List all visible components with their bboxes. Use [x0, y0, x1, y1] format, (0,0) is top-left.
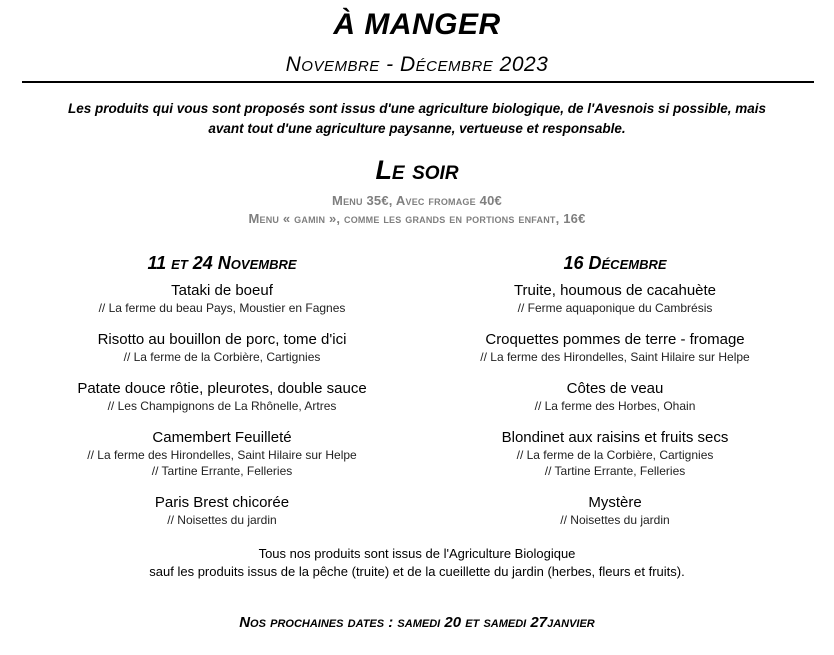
- organic-note-line: sauf les produits issus de la pêche (truite) et de la cueillette du jardin (herbes, fleurs et fruits).: [149, 564, 685, 579]
- menu-column-december: [425, 251, 805, 542]
- menu-column-november: [32, 251, 412, 542]
- dish-name: Côtes de veau: [566, 380, 664, 397]
- organic-note-line: Tous nos produits sont issus de l'Agriculture Biologique: [258, 546, 576, 561]
- intro-text: [24, 99, 810, 139]
- dish-source: // Tartine Errante, Felleries: [151, 464, 293, 478]
- dish-name: Patate douce rôtie, pleurotes, double sauce: [77, 380, 367, 397]
- dish-name: Blondinet aux raisins et fruits secs: [501, 429, 729, 446]
- section-title: Le soir: [375, 155, 459, 185]
- dish-name: Camembert Feuilleté: [152, 429, 292, 446]
- dish-name: Risotto au bouillon de porc, tome d'ici: [97, 331, 347, 348]
- dish-item: [425, 281, 805, 316]
- dish-name: Croquettes pommes de terre - fromage: [485, 331, 745, 348]
- intro-line: avant tout d'une agriculture paysanne, vertueuse et responsable.: [208, 121, 626, 136]
- dish-source: // Noisettes du jardin: [167, 513, 277, 527]
- dish-item: [32, 493, 412, 528]
- intro-line: Les produits qui vous sont proposés sont issus d'une agriculture biologique, de l'Avesnois si possible, mais: [67, 101, 767, 116]
- dish-source: // Ferme aquaponique du Cambrésis: [517, 301, 713, 315]
- dish-source: // La ferme de la Corbière, Cartignies: [123, 350, 321, 364]
- page-title: À MANGER: [333, 8, 501, 41]
- dish-name: Truite, houmous de cacahuète: [513, 282, 717, 299]
- dish-source: // La ferme du beau Pays, Moustier en Fagnes: [98, 301, 346, 315]
- dish-source: // La ferme des Hirondelles, Saint Hilaire sur Helpe: [480, 350, 750, 364]
- dish-source: // Noisettes du jardin: [560, 513, 670, 527]
- dish-item: [32, 330, 412, 365]
- dish-item: [32, 379, 412, 414]
- dish-item: [425, 428, 805, 479]
- dish-source: // La ferme des Horbes, Ohain: [534, 399, 696, 413]
- dish-item: [32, 428, 412, 479]
- next-dates: Nos prochaines dates : samedi 20 et samedi 27janvier: [239, 614, 595, 631]
- column-date-header: 16 Décembre: [563, 253, 667, 273]
- page-subtitle: Novembre - Décembre 2023: [285, 53, 549, 76]
- dish-name: Paris Brest chicorée: [154, 494, 290, 511]
- dish-source: // La ferme des Hirondelles, Saint Hilaire sur Helpe: [87, 448, 357, 462]
- dish-source: // La ferme de la Corbière, Cartignies: [516, 448, 714, 462]
- menu-price: Menu 35€, Avec fromage 40€: [332, 193, 502, 208]
- dish-source: // Les Champignons de La Rhônelle, Artres: [107, 399, 337, 413]
- dish-item: [425, 493, 805, 528]
- dish-name: Mystère: [588, 494, 642, 511]
- dish-source: // Tartine Errante, Felleries: [544, 464, 686, 478]
- organic-note: [0, 545, 834, 581]
- dish-name: Tataki de boeuf: [171, 282, 273, 299]
- dish-item: [425, 379, 805, 414]
- title-divider: [22, 81, 814, 83]
- column-date-header: 11 et 24 Novembre: [147, 253, 297, 273]
- kids-menu-price: Menu « gamin », comme les grands en portions enfant, 16€: [248, 211, 586, 226]
- dish-item: [425, 330, 805, 365]
- dish-item: [32, 281, 412, 316]
